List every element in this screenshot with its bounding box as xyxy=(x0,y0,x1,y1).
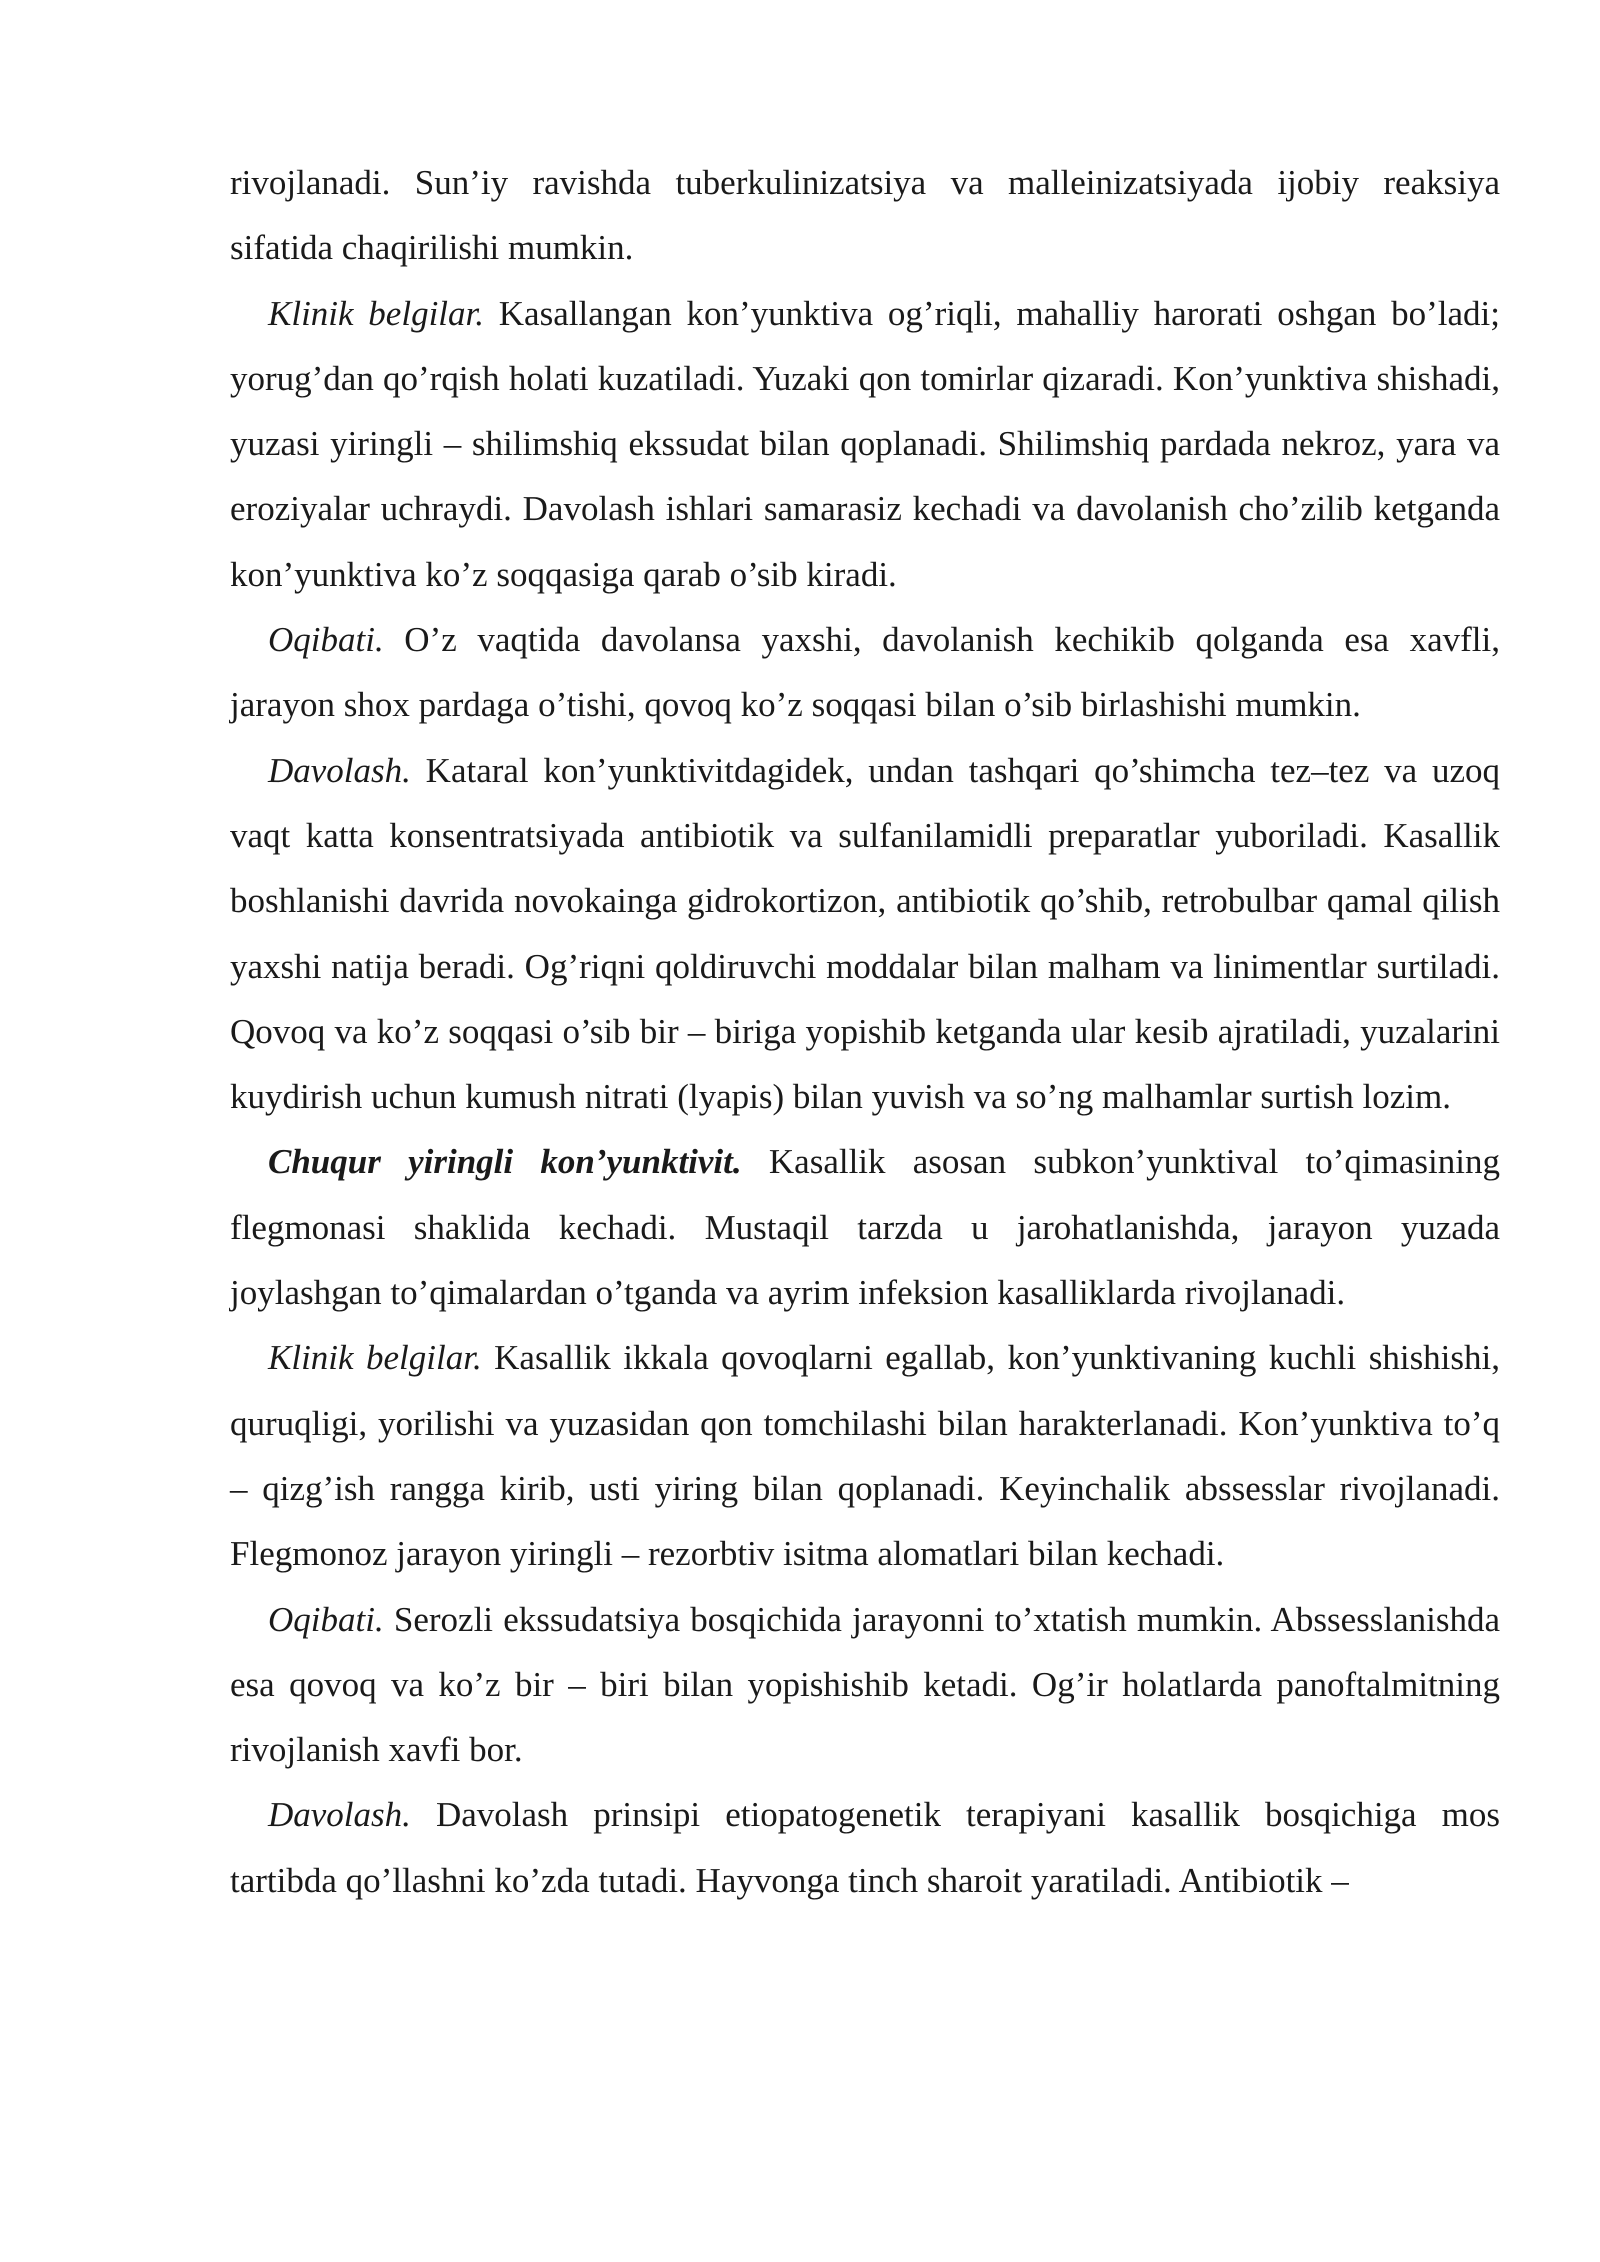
paragraph-lead: Davolash. xyxy=(268,750,411,790)
paragraph-text: Kasallik asosan subkon’yunktival to’qimasining flegmonasi shaklida kechadi. Mustaqil tarzda u jarohatlanishda, jarayon yuzada joylashgan to’qimalardan o’tganda va ayrim infeksion kasalliklarda rivojlanadi. xyxy=(230,1142,1500,1313)
paragraph-continuation xyxy=(230,150,1500,281)
paragraph-lead: Oqibati. xyxy=(268,1599,384,1639)
section-heading: Chuqur yiringli kon’yunktivit. xyxy=(268,1142,742,1182)
paragraph-section-heading xyxy=(230,1129,1500,1325)
paragraph-clinical-signs-2 xyxy=(230,1325,1500,1586)
paragraph-outcome-2 xyxy=(230,1587,1500,1783)
document-page xyxy=(230,150,1500,1913)
paragraph-text: Davolash prinsipi etiopatogenetik terapiyani kasallik bosqichiga mos tartibda qo’llashni ko’zda tutadi. Hayvonga tinch sharoit yaratiladi. Antibiotik – xyxy=(230,1795,1500,1900)
paragraph-text: Kasallangan kon’yunktiva og’riqli, mahalliy harorati oshgan bo’ladi; yorug’dan qo’rqish holati kuzatiladi. Yuzaki qon tomirlar qizaradi. Kon’yunktiva shishadi, yuzasi yiringli – shilimshiq ekssudat bilan qoplanadi. Shilimshiq pardada nekroz, yara va eroziyalar uchraydi. Davolash ishlari samarasiz kechadi va davolanish cho’zilib ketganda kon’yunktiva ko’z soqqasiga qarab o’sib kiradi. xyxy=(230,293,1500,594)
paragraph-treatment xyxy=(230,738,1500,1130)
paragraph-treatment-2 xyxy=(230,1782,1500,1913)
paragraph-text: Serozli ekssudatsiya bosqichida jarayonni to’xtatish mumkin. Abssesslanishda esa qovoq va ko’z bir – biri bilan yopishishib ketadi. Og’ir holatlarda panoftalmitning rivojlanish xavfi bor. xyxy=(230,1599,1500,1770)
paragraph-outcome xyxy=(230,607,1500,738)
paragraph-text: Kataral kon’yunktivitdagidek, undan tashqari qo’shimcha tez–tez va uzoq vaqt katta konsentratsiyada antibiotik va sulfanilamidli preparatlar yuboriladi. Kasallik boshlanishi davrida novokainga gidrokortizon, antibiotik qo’shib, retrobulbar qamal qilish yaxshi natija beradi. Og’riqni qoldiruvchi moddalar bilan malham va linimentlar surtiladi. Qovoq va ko’z soqqasi o’sib bir – biriga yopishib ketganda ular kesib ajratiladi, yuzalarini kuydirish uchun kumush nitrati (lyapis) bilan yuvish va so’ng malhamlar surtish lozim. xyxy=(230,750,1500,1117)
paragraph-lead: Oqibati. xyxy=(268,620,384,660)
paragraph-text: rivojlanadi. Sun’iy ravishda tuberkulinizatsiya va malleinizatsiyada ijobiy reaksiya sifatida chaqirilishi mumkin. xyxy=(230,163,1500,268)
paragraph-lead: Klinik belgilar. xyxy=(268,293,485,333)
paragraph-text: Kasallik ikkala qovoqlarni egallab, kon’yunktivaning kuchli shishishi, quruqligi, yorilishi va yuzasidan qon tomchilashi bilan harakterlanadi. Kon’yunktiva to’q – qizg’ish rangga kirib, usti yiring bilan qoplanadi. Keyinchalik abssesslar rivojlanadi. Flegmonoz jarayon yiringli – rezorbtiv isitma alomatlari bilan kechadi. xyxy=(230,1338,1501,1574)
paragraph-clinical-signs xyxy=(230,281,1500,607)
paragraph-text: O’z vaqtida davolansa yaxshi, davolanish kechikib qolganda esa xavfli, jarayon shox pardaga o’tishi, qovoq ko’z soqqasi bilan o’sib birlashishi mumkin. xyxy=(230,620,1500,725)
paragraph-lead: Klinik belgilar. xyxy=(268,1338,482,1378)
paragraph-lead: Davolash. xyxy=(268,1795,411,1835)
